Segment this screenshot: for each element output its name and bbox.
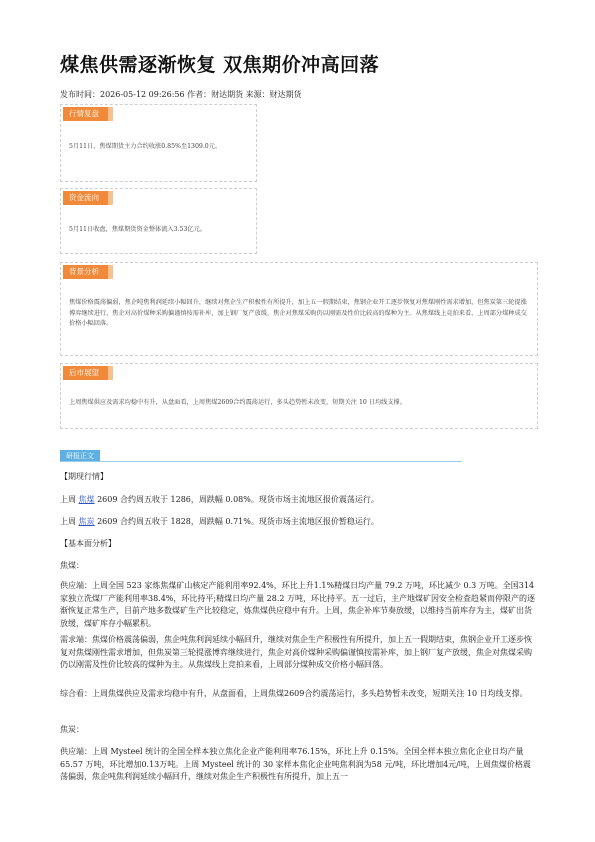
demand-paragraph: 需求端：焦煤价格震荡偏弱，焦企吨焦利润延续小幅回升，继续对焦企生产积极性有所提升，加上五一假期结束，焦钢企业开工逐步恢复对焦煤刚性需求增加，但焦炭第三轮提涨博弈继续进行，焦企对高价煤种采购偏谨慎按需补库，加上钢厂复产放缓，焦企对焦煤采购仍以刚需及性价比较高的煤种为主。从焦煤线上竞拍来看，上周部分煤种成交价格小幅回落。 xyxy=(60,635,532,669)
article-meta: 发布时间：2026-05-12 09:26:56 作者：财达期货 来源：财达期货 xyxy=(60,90,302,99)
market-review-tag: 行情复盘 xyxy=(63,107,113,121)
supply-paragraph: 供应端：上周全国 523 家炼焦煤矿山核定产能利用率92.4%，环比上升1.1%精煤日均产量 79.2 万吨，环比减少 0.3 万吨。全国314 家独立洗煤厂产能利用率38.4%，环比持平;精煤日均产量 28.2 万吨，环比持平。五一过后，主产地煤矿因安全检查趋紧而停限产的逐渐恢复正常生产，目前产地多数煤矿生产比较稳定，炼焦煤供应稳中有升。上周，焦企补库节奏放缓，以维持当前库存为主，煤矿出货放缓，煤矿库存小幅累积。 xyxy=(60,581,536,628)
background-text: 焦煤价格震荡偏弱，焦企吨焦利润延续小幅回升，继续对焦企生产积极性有所提升，加上五一假期结束，焦钢企业开工逐步恢复对焦煤刚性需求增加，但焦炭第三轮提涨博弈继续进行，焦企对高价煤种采购偏谨慎按需补库，加上钢厂复产放缓，焦企对焦煤采购仍以刚需及性价比较高的煤种为主。从焦煤线上竞拍来看，上周部分煤种成交价格小幅回落。 xyxy=(69,299,527,327)
summary-paragraph: 综合看：上周焦煤供应及需求均稳中有升，从盘面看，上周焦煤2609合约震荡运行，多头趋势暂未改变，短期关注 10 日均线支撑。 xyxy=(60,689,528,698)
outlook-box xyxy=(60,363,538,429)
fund-flow-text: 5月11日收盘，焦煤期货资金整体流入3.53亿元。 xyxy=(69,226,206,233)
line2-prefix: 上周 xyxy=(60,517,79,526)
section-divider xyxy=(60,461,462,462)
coking-coal-label: 焦煤： xyxy=(60,561,84,570)
article-title: 煤焦供需逐渐恢复 双焦期价冲高回落 xyxy=(60,54,380,76)
line2-suffix: 2609 合约周五收于 1828，周跌幅 0.71%。现货市场主流地区报价暂稳运行。 xyxy=(94,517,379,526)
line1-prefix: 上周 xyxy=(60,495,79,504)
background-box xyxy=(60,262,538,356)
coke-link[interactable]: 焦炭 xyxy=(78,517,95,526)
report-body-tag: 研报正文 xyxy=(60,450,100,462)
period-heading: 【期现行情】 xyxy=(60,472,108,481)
coking-coal-link[interactable]: 焦煤 xyxy=(78,495,95,504)
outlook-tag: 后市展望 xyxy=(63,366,113,380)
market-review-text: 5月11日，焦煤期货主力合约收涨0.85%至1309.0元。 xyxy=(69,143,222,150)
fund-flow-box xyxy=(60,188,257,254)
market-review-box xyxy=(60,104,257,182)
fundamental-heading: 【基本面分析】 xyxy=(60,539,116,548)
outlook-text: 上周焦煤供应及需求均稳中有升，从盘面看，上周焦煤2609合约震荡运行，多头趋势暂未改变，短期关注 10 日均线支撑。 xyxy=(69,399,406,406)
coke-label: 焦炭： xyxy=(60,725,84,734)
fund-flow-tag: 资金流向 xyxy=(63,191,113,205)
line1-suffix: 2609 合约周五收于 1286，周跌幅 0.08%。现货市场主流地区报价震荡运行。 xyxy=(94,495,379,504)
coke-supply-paragraph: 供应端：上周 Mysteel 统计的全国全样本独立焦化企业产能利用率76.15%，环比上升 0.15%。全国全样本独立焦化企业日均产量 65.57 万吨，环比增加0.13万吨。上周 Mysteel 统计的 30 家样本焦化企业吨焦利润为58 元/吨，环比增加4元/吨，上周焦煤价格震荡偏弱，焦企吨焦利润延续小幅回升，继续对焦企生产积极性有所提升，加上五一 xyxy=(60,747,531,781)
background-tag: 背景分析 xyxy=(63,265,113,279)
coke-price-line xyxy=(60,516,538,529)
coking-coal-price-line xyxy=(60,494,538,507)
